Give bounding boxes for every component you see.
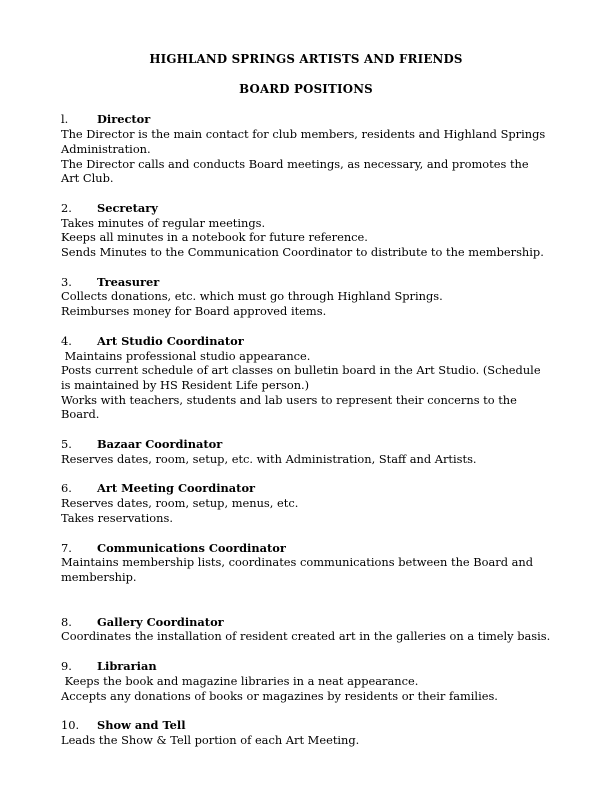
section-line: Sends Minutes to the Communication Coordinator to distribute to the membership. xyxy=(61,245,544,260)
section-line: Art Club. xyxy=(61,171,114,186)
section-line: Takes reservations. xyxy=(61,510,173,525)
section-line: The Director is the main contact for club members, residents and Highland Springs xyxy=(61,127,546,142)
section-line: Posts current schedule of art classes on bulletin board in the Art Studio. (Schedule xyxy=(61,363,541,378)
board-position-section-communications-coordinator xyxy=(61,541,551,585)
section-line: Keeps the book and magazine libraries in a neat appearance. xyxy=(61,673,419,688)
section-line: Administration. xyxy=(61,141,151,156)
section-line: Accepts any donations of books or magazines by residents or their families. xyxy=(61,688,498,703)
board-position-section-art-meeting-coordinator xyxy=(61,481,551,525)
section-number: 3. xyxy=(61,274,72,289)
section-title: Secretary xyxy=(97,200,158,215)
section-number: 10. xyxy=(61,718,80,733)
section-number: 2. xyxy=(61,200,72,215)
section-title: Director xyxy=(97,112,151,127)
section-heading xyxy=(61,481,551,496)
board-position-section-treasurer xyxy=(61,275,551,319)
board-position-section-director xyxy=(61,112,551,186)
section-title: Show and Tell xyxy=(97,718,186,733)
section-number: 6. xyxy=(61,481,72,496)
section-line: membership. xyxy=(61,569,137,584)
section-heading xyxy=(61,275,551,290)
section-heading xyxy=(61,541,551,556)
section-heading xyxy=(61,334,551,349)
section-line: Board. xyxy=(61,407,100,422)
section-line: Maintains professional studio appearance. xyxy=(61,348,311,363)
section-heading xyxy=(61,437,551,452)
section-number: 9. xyxy=(61,659,72,674)
section-heading xyxy=(61,615,551,630)
section-line: Coordinates the installation of resident created art in the galleries on a timely basis. xyxy=(61,629,551,644)
section-title: Treasurer xyxy=(97,274,160,289)
document-title: HIGHLAND SPRINGS ARTISTS AND FRIENDS xyxy=(149,52,463,66)
section-line: Reimburses money for Board approved items. xyxy=(61,304,327,319)
board-positions-list xyxy=(61,112,551,747)
board-position-section-art-studio-coordinator xyxy=(61,334,551,422)
section-title: Communications Coordinator xyxy=(97,540,286,555)
section-title: Gallery Coordinator xyxy=(97,614,224,629)
section-line: The Director calls and conducts Board meetings, as necessary, and promotes the xyxy=(61,156,529,171)
section-number: 4. xyxy=(61,333,72,348)
section-line: Maintains membership lists, coordinates communications between the Board and xyxy=(61,555,534,570)
section-heading xyxy=(61,659,551,674)
section-title: Art Studio Coordinator xyxy=(97,333,244,348)
section-line: Takes minutes of regular meetings. xyxy=(61,215,266,230)
board-position-section-secretary xyxy=(61,201,551,260)
section-number: 7. xyxy=(61,540,72,555)
section-title: Bazaar Coordinator xyxy=(97,437,223,452)
document-subtitle: BOARD POSITIONS xyxy=(239,81,373,96)
board-position-section-librarian xyxy=(61,659,551,703)
section-title: Librarian xyxy=(97,659,157,674)
section-line: is maintained by HS Resident Life person.) xyxy=(61,377,310,392)
section-line: Works with teachers, students and lab users to represent their concerns to the xyxy=(61,392,517,407)
section-line: Reserves dates, room, setup, menus, etc. xyxy=(61,496,299,511)
board-position-section-show-and-tell xyxy=(61,718,551,747)
board-position-section-bazaar-coordinator xyxy=(61,437,551,466)
section-heading xyxy=(61,201,551,216)
section-line: Collects donations, etc. which must go through Highland Springs. xyxy=(61,289,443,304)
section-line: Leads the Show & Tell portion of each Art Meeting. xyxy=(61,732,360,747)
section-heading xyxy=(61,112,551,127)
section-heading xyxy=(61,718,551,733)
section-number: l. xyxy=(61,112,69,127)
section-line: Reserves dates, room, setup, etc. with Administration, Staff and Artists. xyxy=(61,451,477,466)
section-number: 8. xyxy=(61,614,72,629)
section-line: Keeps all minutes in a notebook for future reference. xyxy=(61,230,368,245)
section-number: 5. xyxy=(61,437,72,452)
board-position-section-gallery-coordinator xyxy=(61,615,551,644)
section-title: Art Meeting Coordinator xyxy=(97,481,256,496)
